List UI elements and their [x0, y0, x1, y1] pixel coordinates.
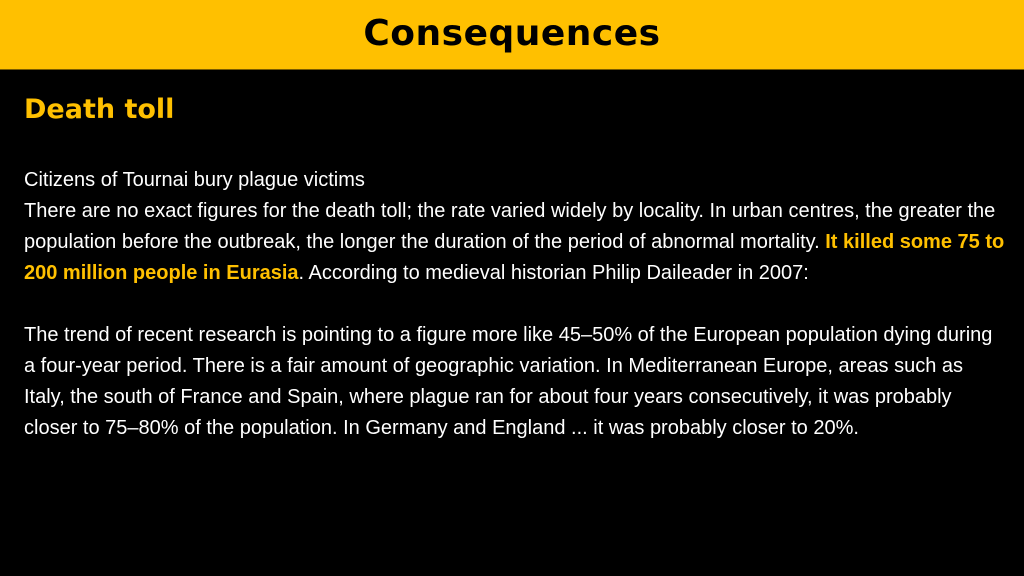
research-quote-paragraph: The trend of recent research is pointing to a figure more like 45–50% of the European population dying during a four-year period. There is a fair amount of geographic variation. In Mediterranean Europe, areas such as Italy, the south of France and Spain, where plague ran for about four years consecutively, it was probably closer to 75–80% of the population. In Germany and England ... it was probably closer to 20%.	[24, 324, 993, 439]
caption-text: Citizens of Tournai bury plague victims	[24, 169, 365, 191]
slide-body	[24, 165, 1009, 444]
paragraph-spacer	[24, 289, 1009, 320]
header-bar	[0, 0, 1024, 70]
highlighted-statistic: It killed some 75 to 200 million people in Eurasia	[24, 231, 1005, 284]
section-title: Death toll	[24, 94, 175, 125]
paragraph-text-end: . According to medieval historian Philip Daileader in 2007:	[298, 262, 809, 284]
paragraph-text-start: There are no exact figures for the death toll; the rate varied widely by locality. In urban centres, the greater the population before the outbreak, the longer the duration of the period of abnormal mortality.	[24, 200, 996, 253]
slide-title: Consequences	[363, 13, 661, 54]
death-toll-paragraph	[24, 196, 1009, 289]
